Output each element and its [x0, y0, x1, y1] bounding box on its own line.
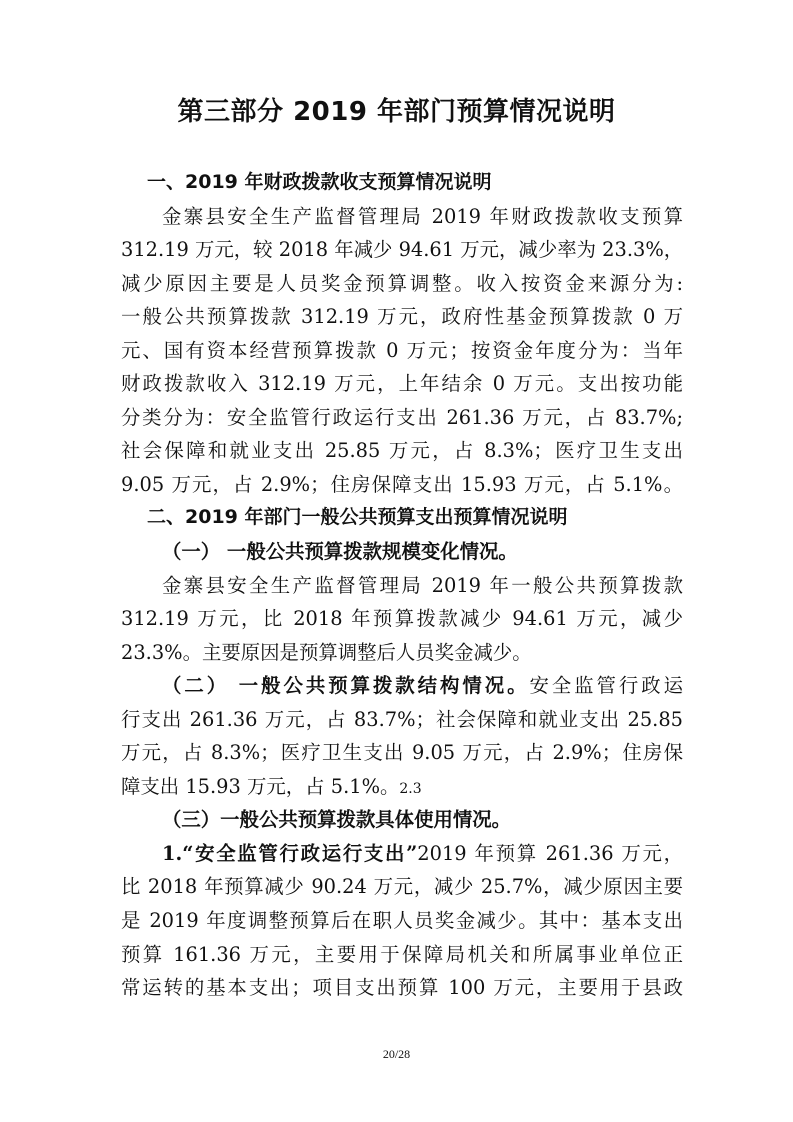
section-1-line: 9.05 万元，占 2.9%；住房保障支出 15.93 万元，占 5.1%。 — [121, 472, 683, 496]
section-1-line: 分类分为：安全监管行政运行支出 261.36 万元，占 83.7%; — [121, 405, 683, 429]
subsection-2-text: 障支出 15.93 万元，占 5.1%。 — [121, 774, 400, 798]
item-1-text: 2019 年预算 261.36 万元， — [417, 841, 683, 865]
section-1-heading: 一、2019 年财政拨款收支预算情况说明 — [147, 171, 492, 193]
section-2-heading: 二、2019 年部门一般公共预算支出预算情况说明 — [147, 506, 568, 529]
subsection-1-line: 23.3%。主要原因是预算调整后人员奖金减少。 — [121, 640, 532, 664]
subsection-3-line: 比 2018 年预算减少 90.24 万元，减少 25.7%，减少原因主要 — [121, 875, 683, 899]
page-title: 第三部分 2019 年部门预算情况说明 — [177, 97, 616, 127]
subsection-2-heading: （二） 一般公共预算拨款结构情况。 — [162, 674, 530, 698]
page-number: 20/28 — [382, 1047, 411, 1061]
subsection-1-heading: （一） 一般公共预算拨款规模变化情况。 — [162, 540, 518, 564]
subsection-3-first-line — [121, 837, 683, 871]
section-1-line: 社会保障和就业支出 25.85 万元，占 8.3%；医疗卫生支出 — [121, 439, 683, 463]
document-body — [121, 166, 683, 1005]
subsection-3-line: 常运转的基本支出；项目支出预算 100 万元，主要用于县政 — [121, 976, 683, 1000]
section-1-line: 减少原因主要是人员奖金预算调整。收入按资金来源分为: — [121, 271, 683, 295]
stray-mark: 2.3 — [399, 780, 422, 797]
subsection-3-line: 预算 161.36 万元，主要用于保障局机关和所属事业单位正 — [121, 942, 683, 966]
subsection-2-text: 安全监管行政运 — [529, 674, 684, 698]
subsection-3-line: 是 2019 年度调整预算后在职人员奖金减少。其中：基本支出 — [121, 909, 683, 933]
section-1-line: 财政拨款收入 312.19 万元，上年结余 0 万元。支出按功能 — [121, 372, 683, 396]
item-1-label: 1.“安全监管行政运行支出” — [162, 841, 418, 865]
subsection-2-first-line — [121, 669, 683, 703]
section-1-line: 一般公共预算拨款 312.19 万元，政府性基金预算拨款 0 万 — [121, 305, 683, 329]
subsection-1-line: 312.19 万元，比 2018 年预算拨款减少 94.61 万元，减少 — [121, 607, 683, 631]
section-1-line: 元、国有资本经营预算拨款 0 万元；按资金年度分为：当年 — [121, 338, 683, 362]
section-1-line: 312.19 万元，较 2018 年减少 94.61 万元，减少率为 23.3%， — [121, 238, 684, 262]
subsection-2-last-line — [121, 770, 683, 804]
subsection-2-line: 万元，占 8.3%；医疗卫生支出 9.05 万元，占 2.9%；住房保 — [121, 741, 683, 765]
subsection-3-heading: （三）一般公共预算拨款具体使用情况。 — [162, 808, 512, 832]
subsection-2-line: 行支出 261.36 万元，占 83.7%；社会保障和就业支出 25.85 — [121, 707, 683, 731]
section-1-line: 金寨县安全生产监督管理局 2019 年财政拨款收支预算 — [162, 204, 683, 228]
subsection-1-line: 金寨县安全生产监督管理局 2019 年一般公共预算拨款 — [162, 573, 683, 597]
